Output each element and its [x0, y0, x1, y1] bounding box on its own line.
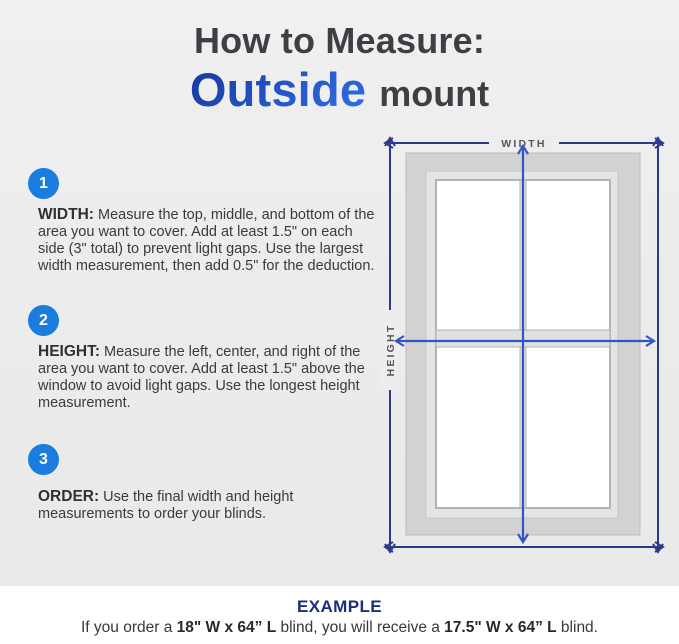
step-3-text: [38, 488, 380, 523]
subtitle-rest: mount: [379, 72, 490, 114]
step-2-number-badge: 2: [28, 305, 59, 336]
step-1-label: WIDTH:: [38, 206, 94, 223]
example-footer: [0, 586, 679, 644]
example-text: blind.: [556, 619, 598, 636]
step-1: [28, 168, 380, 275]
step-2-label: HEIGHT:: [38, 343, 100, 360]
step-1-text: [38, 206, 380, 275]
step-1-body: Measure the top, middle, and bottom of the area you want to cover. Add at least 1.5" on each side (3" total) to prevent light gaps. Use the largest width measurement, then add 0.5" for the deduction.: [38, 207, 375, 274]
step-2: [28, 305, 380, 412]
header: [0, 22, 679, 117]
window-measure-diagram: [378, 128, 670, 560]
step-1-number-badge: 1: [28, 168, 59, 199]
page-title: How to Measure:: [193, 20, 486, 61]
step-3-number-badge: 3: [28, 444, 59, 475]
example-ordered-size: 18" W x 64” L: [176, 619, 277, 636]
height-dimension-label: HEIGHT: [385, 323, 397, 377]
example-text: If you order a: [81, 619, 177, 636]
step-2-body: Measure the left, center, and right of the area you want to cover. Add at least 1.5" above the window to avoid light gaps. Use the longest height measurement.: [38, 344, 365, 411]
subtitle-highlight: Outside: [189, 62, 367, 116]
step-3-label: ORDER:: [38, 488, 100, 505]
width-dimension-label: WIDTH: [501, 138, 547, 150]
example-title: EXAMPLE: [297, 597, 382, 616]
example-sentence: [0, 618, 679, 637]
example-text: blind, you will receive a: [276, 619, 445, 636]
step-3: [28, 444, 380, 523]
page-subtitle: [0, 62, 679, 117]
step-3-body: Use the final width and height measurements to order your blinds.: [38, 489, 294, 522]
example-received-size: 17.5" W x 64” L: [444, 619, 557, 636]
step-2-text: [38, 343, 380, 412]
